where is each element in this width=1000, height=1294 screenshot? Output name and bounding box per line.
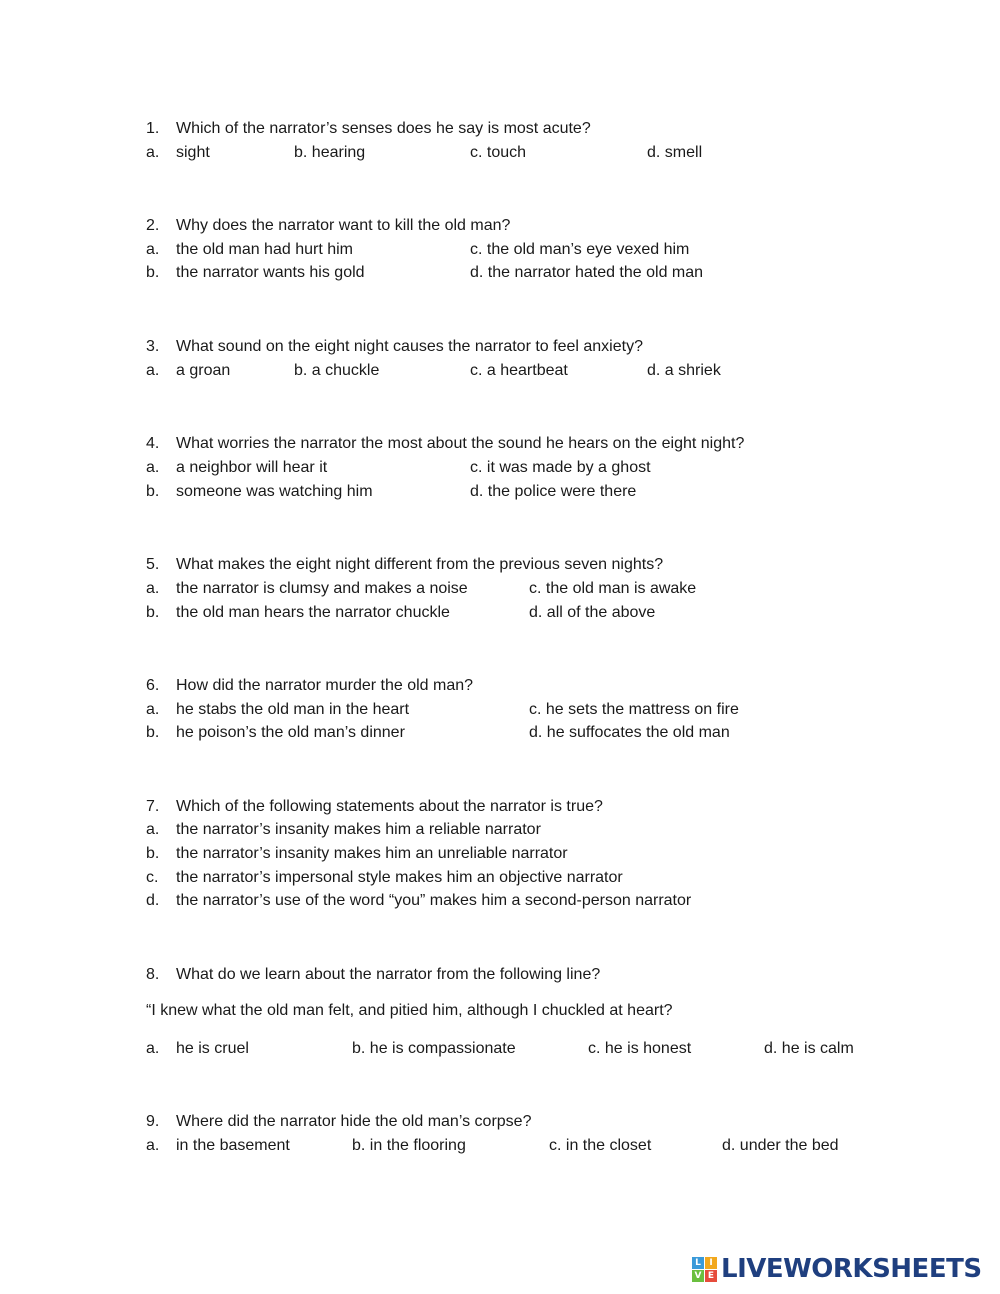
q8-text: What do we learn about the narrator from the following line? xyxy=(176,966,601,983)
logo-letter-e: E xyxy=(705,1270,717,1282)
logo-mark-icon xyxy=(692,1257,717,1282)
q3-option-b[interactable]: b. a chuckle xyxy=(294,362,380,379)
q3-option-c[interactable]: c. a heartbeat xyxy=(470,362,568,379)
q8-option-a[interactable]: he is cruel xyxy=(176,1040,249,1057)
q9-option-c[interactable]: c. in the closet xyxy=(549,1137,652,1154)
q5-option-d[interactable]: d. all of the above xyxy=(529,604,656,621)
q2-option-b-letter: b. xyxy=(146,264,160,281)
q7-option-c-letter: c. xyxy=(146,869,159,886)
q2-option-a[interactable]: the old man had hurt him xyxy=(176,241,353,258)
q5-number: 5. xyxy=(146,556,160,573)
q1-number: 1. xyxy=(146,120,160,137)
q7-number: 7. xyxy=(146,798,160,815)
q9-number: 9. xyxy=(146,1113,160,1130)
q1-option-a[interactable]: sight xyxy=(176,144,210,161)
q6-option-a-letter: a. xyxy=(146,701,160,718)
q7-option-b[interactable]: the narrator’s insanity makes him an unreliable narrator xyxy=(176,845,568,862)
q2-option-c[interactable]: c. the old man’s eye vexed him xyxy=(470,241,690,258)
q8-option-b[interactable]: b. he is compassionate xyxy=(352,1040,516,1057)
q4-option-c[interactable]: c. it was made by a ghost xyxy=(470,459,651,476)
q7-option-a-letter: a. xyxy=(146,821,160,838)
q7-option-c[interactable]: the narrator’s impersonal style makes him an objective narrator xyxy=(176,869,623,886)
q4-option-b[interactable]: someone was watching him xyxy=(176,483,373,500)
q8-quote: “I knew what the old man felt, and pitied him, although I chuckled at heart? xyxy=(146,1002,673,1019)
q6-option-a[interactable]: he stabs the old man in the heart xyxy=(176,701,410,718)
q4-option-b-letter: b. xyxy=(146,483,160,500)
q2-number: 2. xyxy=(146,217,160,234)
q6-option-c[interactable]: c. he sets the mattress on fire xyxy=(529,701,739,718)
q4-option-a-letter: a. xyxy=(146,459,160,476)
q3-number: 3. xyxy=(146,338,160,355)
q6-text: How did the narrator murder the old man? xyxy=(176,677,474,694)
q2-option-b[interactable]: the narrator wants his gold xyxy=(176,264,365,281)
q1-option-d[interactable]: d. smell xyxy=(647,144,703,161)
logo-letter-i: I xyxy=(705,1257,717,1269)
q1-option-b[interactable]: b. hearing xyxy=(294,144,366,161)
q5-option-c[interactable]: c. the old man is awake xyxy=(529,580,697,597)
q8-number: 8. xyxy=(146,966,160,983)
q2-text: Why does the narrator want to kill the old man? xyxy=(176,217,511,234)
q3-text: What sound on the eight night causes the narrator to feel anxiety? xyxy=(176,338,643,355)
q5-option-b[interactable]: the old man hears the narrator chuckle xyxy=(176,604,450,621)
q3-option-d[interactable]: d. a shriek xyxy=(647,362,721,379)
q6-number: 6. xyxy=(146,677,160,694)
q5-option-b-letter: b. xyxy=(146,604,160,621)
q6-option-b-letter: b. xyxy=(146,724,160,741)
q6-option-b[interactable]: he poison’s the old man’s dinner xyxy=(176,724,405,741)
q4-number: 4. xyxy=(146,435,160,452)
liveworksheets-logo[interactable] xyxy=(692,1254,982,1284)
q3-option-a[interactable]: a groan xyxy=(176,362,231,379)
q7-text: Which of the following statements about the narrator is true? xyxy=(176,798,603,815)
q2-option-d[interactable]: d. the narrator hated the old man xyxy=(470,264,704,281)
q8-option-a-letter: a. xyxy=(146,1040,160,1057)
q7-option-d-letter: d. xyxy=(146,892,160,909)
q1-option-a-letter: a. xyxy=(146,144,160,161)
q5-option-a[interactable]: the narrator is clumsy and makes a noise xyxy=(176,580,468,597)
q4-option-a[interactable]: a neighbor will hear it xyxy=(176,459,328,476)
q7-option-b-letter: b. xyxy=(146,845,160,862)
q7-option-d[interactable]: the narrator’s use of the word “you” makes him a second-person narrator xyxy=(176,892,692,909)
q6-option-d[interactable]: d. he suffocates the old man xyxy=(529,724,730,741)
q5-option-a-letter: a. xyxy=(146,580,160,597)
q2-option-a-letter: a. xyxy=(146,241,160,258)
q5-text: What makes the eight night different from the previous seven nights? xyxy=(176,556,664,573)
q9-option-d[interactable]: d. under the bed xyxy=(722,1137,839,1154)
q9-option-a-letter: a. xyxy=(146,1137,160,1154)
q8-option-d[interactable]: d. he is calm xyxy=(764,1040,854,1057)
q9-text: Where did the narrator hide the old man’s corpse? xyxy=(176,1113,532,1130)
q1-text: Which of the narrator’s senses does he say is most acute? xyxy=(176,120,591,137)
logo-letter-l: L xyxy=(692,1257,704,1269)
q8-option-c[interactable]: c. he is honest xyxy=(588,1040,692,1057)
q4-option-d[interactable]: d. the police were there xyxy=(470,483,637,500)
q9-option-a[interactable]: in the basement xyxy=(176,1137,290,1154)
q7-option-a[interactable]: the narrator’s insanity makes him a reliable narrator xyxy=(176,821,541,838)
logo-letter-v: V xyxy=(692,1270,704,1282)
q1-option-c[interactable]: c. touch xyxy=(470,144,527,161)
logo-text: LIVEWORKSHEETS xyxy=(721,1254,982,1284)
q9-option-b[interactable]: b. in the flooring xyxy=(352,1137,466,1154)
q3-option-a-letter: a. xyxy=(146,362,160,379)
q4-text: What worries the narrator the most about the sound he hears on the eight night? xyxy=(176,435,745,452)
